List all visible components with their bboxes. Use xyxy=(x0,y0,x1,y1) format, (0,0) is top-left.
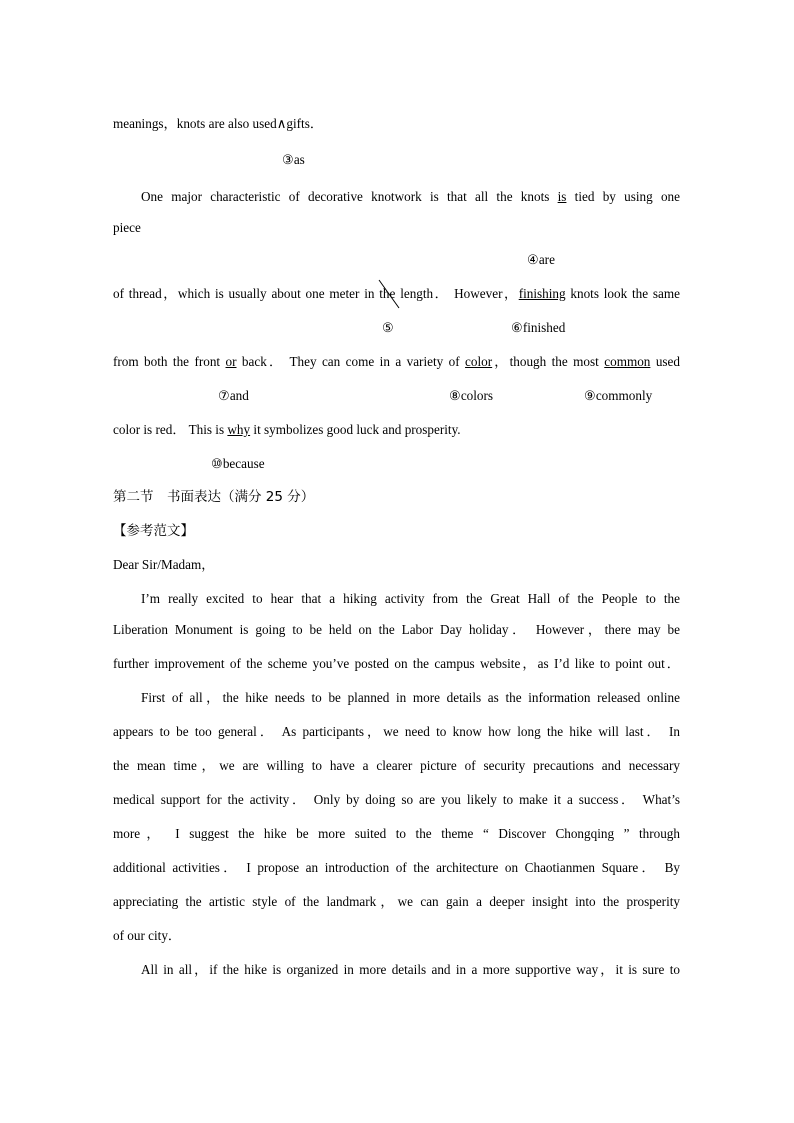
text-run: back． They can come in a variety of xyxy=(236,354,466,369)
correction-note-3: ③as xyxy=(282,152,305,167)
text-run: One major characteristic of decorative knotwork is that all the knots xyxy=(141,189,558,204)
sample-essay-label: 【参考范文】 xyxy=(113,523,194,539)
underlined-error: common xyxy=(604,354,651,369)
underlined-error: finishing xyxy=(518,286,566,301)
strike-mark-icon xyxy=(376,278,402,312)
correction-note-6: ⑥finished xyxy=(511,320,566,335)
letter-line: medical support for the activity． Only by doing so are you likely to make it a success． What’s xyxy=(113,792,680,807)
text-run: color is red． This is xyxy=(113,422,228,437)
correction-note-5: ⑤ xyxy=(382,320,394,335)
correction-note-7: ⑦and xyxy=(218,388,249,403)
letter-line: appears to be too general． As participants，we need to know how long the hike will last． In xyxy=(113,724,680,739)
exercise-line-4 xyxy=(113,354,680,370)
underlined-error: or xyxy=(225,354,237,369)
text-run: knots look the same xyxy=(565,286,681,301)
text-run: from both the front xyxy=(113,354,226,369)
underlined-error: color xyxy=(465,354,493,369)
letter-greeting: Dear Sir/Madam， xyxy=(113,557,215,572)
correction-note-9: ⑨commonly xyxy=(584,388,653,403)
text-run: gifts． xyxy=(286,116,324,131)
struck-text: the xyxy=(379,286,396,301)
correction-note-4: ④are xyxy=(527,252,555,267)
struck-word xyxy=(379,286,395,302)
text-run: tied by using one xyxy=(566,189,680,204)
letter-line: further improvement of the scheme you’ve posted on the campus website，as I’d like to point out． xyxy=(113,656,680,671)
letter-line: I’m really excited to hear that a hiking activity from the Great Hall of the People to the xyxy=(141,591,680,606)
exercise-line-5 xyxy=(113,422,461,438)
text-run: it symbolizes good luck and prosperity. xyxy=(250,422,461,437)
text-run: meanings，knots are also used xyxy=(113,116,277,131)
text-run: used xyxy=(650,354,680,369)
exercise-line-2 xyxy=(141,189,680,205)
letter-line: more， I suggest the hike be more suited to the theme “ Discover Chongqing ” through xyxy=(113,826,680,841)
text-run: length． However， xyxy=(395,286,519,301)
exercise-line-2b: piece xyxy=(113,220,141,235)
correction-note-8: ⑧colors xyxy=(449,388,494,403)
letter-line: additional activities． I propose an introduction of the architecture on Chaotianmen Square． By xyxy=(113,860,680,875)
letter-line: appreciating the artistic style of the landmark，we can gain a deeper insight into the prosperity xyxy=(113,894,680,909)
text-run: of thread，which is usually about one meter in xyxy=(113,286,380,301)
underlined-error: why xyxy=(227,422,251,437)
exercise-line-3 xyxy=(113,286,680,302)
letter-line: First of all，the hike needs to be planned in more details as the information released online xyxy=(141,690,680,705)
letter-line: All in all，if the hike is organized in more details and in a more supportive way，it is sure to xyxy=(141,962,680,977)
underlined-error: is xyxy=(557,189,567,204)
letter-line: of our city． xyxy=(113,928,182,943)
correction-note-10: ⑩because xyxy=(211,456,265,471)
insert-caret: ∧ xyxy=(276,116,287,131)
text-run: ，though the most xyxy=(492,354,605,369)
letter-line: Liberation Monument is going to be held on the Labor Day holiday． However，there may be xyxy=(113,622,680,637)
letter-line: the mean time，we are willing to have a clearer picture of security precautions and necessary xyxy=(113,758,680,773)
exercise-line-1 xyxy=(113,116,323,132)
section-heading: 第二节 书面表达（满分 25 分） xyxy=(113,489,315,505)
